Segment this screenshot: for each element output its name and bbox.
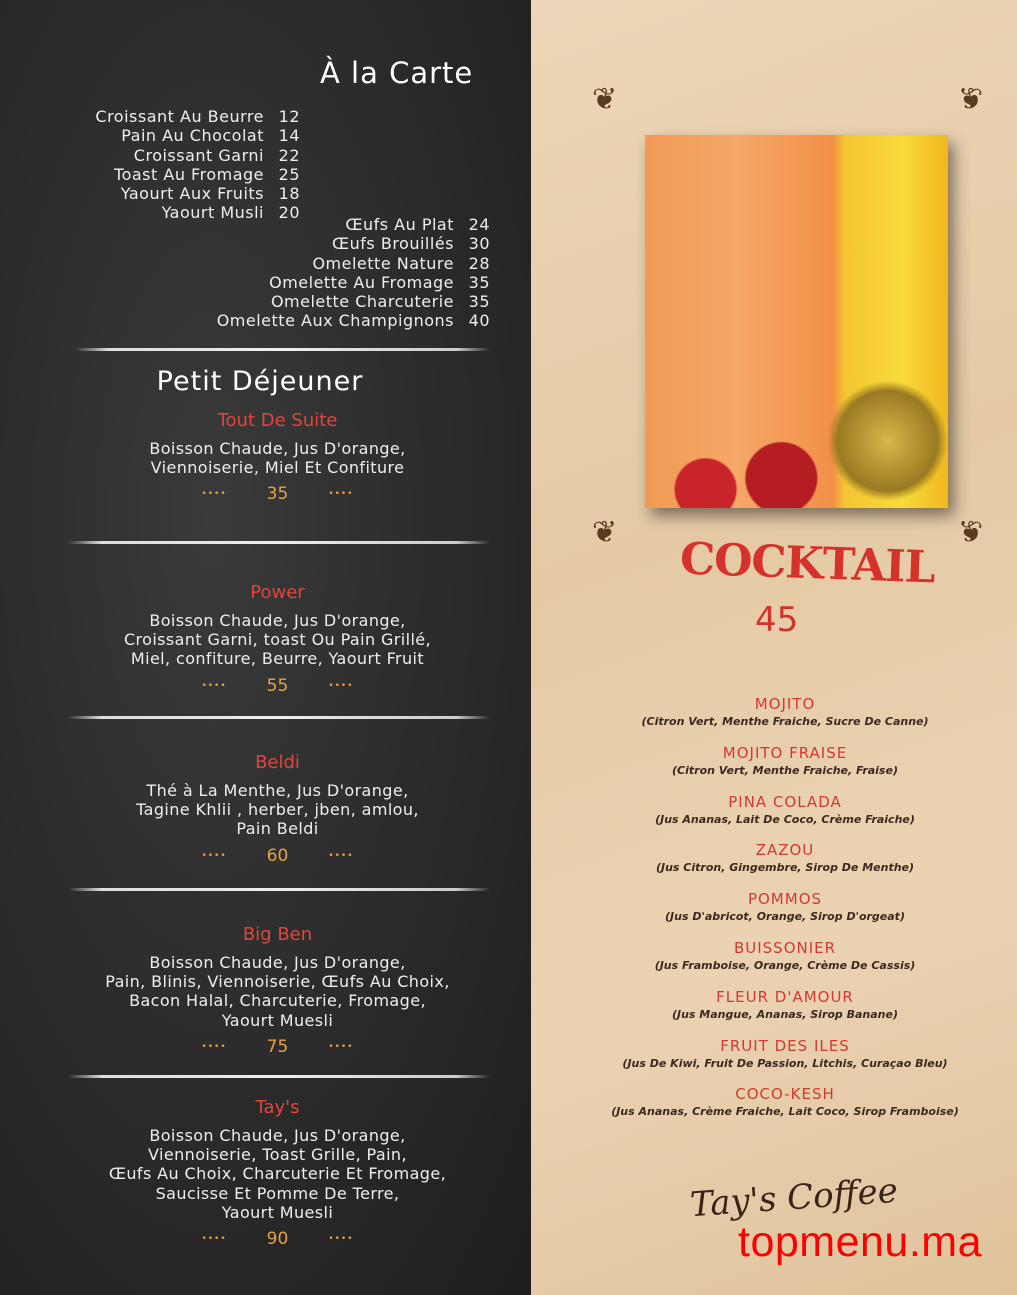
formula-section — [40, 410, 515, 504]
formula-name: Tout De Suite — [217, 410, 338, 431]
menu-item-name: Œufs Brouillés — [332, 234, 454, 254]
formula-price: 90 — [266, 1229, 289, 1250]
formula-description-line: Œufs Au Choix, Charcuterie Et Fromage, — [108, 1164, 447, 1184]
cocktail-ingredients: (Jus Ananas, Crème Fraiche, Lait Coco, Sirop Framboise) — [611, 1105, 959, 1119]
formula-description-line: Saucisse Et Pomme De Terre, — [155, 1183, 400, 1203]
cocktail-name: FLEUR D'AMOUR — [716, 987, 854, 1006]
ornament-icon: ❦ — [958, 515, 984, 550]
cocktail-ingredients: (Jus De Kiwi, Fruit De Passion, Litchis, Curaçao Bleu) — [622, 1056, 948, 1070]
formula-name: Beldi — [255, 752, 300, 773]
formula-description-line: Bacon Halal, Charcuterie, Fromage, — [129, 991, 426, 1011]
dots-decoration: •••• — [201, 850, 227, 861]
menu-item-name: Toast Au Fromage — [114, 164, 264, 184]
brand-logo: Tay's Coffee — [688, 1170, 900, 1226]
formula-section — [40, 752, 515, 866]
cocktail-name: POMMOS — [747, 890, 823, 909]
cocktail-name: COCO-KESH — [735, 1085, 835, 1104]
dots-decoration: •••• — [328, 489, 354, 500]
formula-price-row — [40, 1229, 515, 1249]
cocktail-name: MOJITO FRAISE — [722, 743, 848, 762]
cocktail-name: MOJITO — [754, 695, 816, 713]
cocktail-item — [600, 939, 970, 972]
formula-description-line: Viennoiserie, Miel Et Confiture — [150, 458, 405, 478]
cocktail-ingredients: (Citron Vert, Menthe Fraiche, Fraise) — [672, 763, 898, 777]
formula-section — [40, 924, 515, 1057]
cocktail-ingredients: (Citron Vert, Menthe Fraiche, Sucre De Canne) — [641, 715, 929, 728]
cocktail-item — [600, 988, 970, 1021]
menu-item — [190, 234, 490, 253]
formula-name: Power — [250, 582, 305, 603]
formula-description-line: Miel, confiture, Beurre, Yaourt Fruit — [130, 649, 425, 669]
menu-item — [190, 254, 490, 273]
formula-price-row — [40, 484, 515, 504]
cocktail-item — [600, 793, 970, 826]
formula-section — [40, 1097, 515, 1249]
menu-item — [60, 126, 300, 145]
menu-item — [190, 292, 490, 311]
formula-description-line: Yaourt Muesli — [221, 1010, 334, 1030]
formula-description-line: Tagine Khlii , herber, jben, amlou, — [136, 800, 419, 820]
formula-description-line: Thé à La Menthe, Jus D'orange, — [146, 781, 409, 800]
formula-description-line: Viennoiserie, Toast Grille, Pain, — [148, 1145, 407, 1165]
menu-item-name: Croissant Garni — [133, 145, 264, 165]
menu-item-price: 24 — [468, 215, 490, 234]
menu-item — [190, 273, 490, 292]
petit-dejeuner-title: Petit Déjeuner — [156, 366, 364, 397]
cocktail-ingredients: (Jus Mangue, Ananas, Sirop Banane) — [671, 1007, 899, 1021]
menu-item-price: 14 — [278, 126, 300, 146]
dots-decoration: •••• — [201, 680, 227, 691]
dots-decoration: •••• — [328, 1041, 354, 1052]
ornament-icon: ❦ — [958, 82, 984, 117]
formula-description-line: Boisson Chaude, Jus D'orange, — [149, 1126, 406, 1145]
formula-price: 75 — [266, 1036, 289, 1057]
cocktail-item — [600, 890, 970, 923]
menu-item-name: Croissant Au Beurre — [95, 107, 264, 126]
menu-item-price: 40 — [468, 311, 490, 331]
formula-description-line: Boisson Chaude, Jus D'orange, — [149, 953, 406, 972]
formula-price-row — [40, 1037, 515, 1057]
dots-decoration: •••• — [201, 1234, 227, 1245]
menu-item-name: Omelette Nature — [312, 253, 454, 273]
formula-description-line: Yaourt Muesli — [221, 1202, 334, 1222]
menu-item-name: Omelette Au Fromage — [269, 272, 454, 292]
formula-section — [40, 582, 515, 696]
formula-price-row — [40, 676, 515, 696]
menu-item-price: 30 — [468, 234, 490, 254]
menu-item — [190, 215, 490, 234]
menu-item-price: 25 — [278, 164, 300, 184]
formula-description-line: Croissant Garni, toast Ou Pain Grillé, — [123, 630, 432, 650]
menu-item-price: 35 — [468, 292, 490, 312]
dots-decoration: •••• — [328, 850, 354, 861]
menu-item-price: 35 — [468, 272, 490, 292]
cocktail-photo — [645, 135, 948, 508]
menu-item-name: Omelette Aux Champignons — [216, 311, 454, 331]
menu-item-name: Yaourt Aux Fruits — [120, 184, 264, 204]
cocktail-name: PINA COLADA — [728, 792, 842, 811]
ornament-icon: ❦ — [592, 515, 618, 550]
divider — [68, 541, 490, 544]
cocktail-item — [600, 1037, 970, 1070]
cocktail-price: 45 — [755, 600, 799, 640]
formula-description-line: Pain, Blinis, Viennoiserie, Œufs Au Choix, — [105, 972, 450, 992]
formula-price: 60 — [266, 845, 289, 866]
watermark: topmenu.ma — [738, 1218, 983, 1266]
cocktail-name: ZAZOU — [755, 841, 815, 860]
a-la-carte-title: À la Carte — [320, 56, 474, 90]
divider — [68, 716, 490, 719]
formula-name: Tay's — [255, 1097, 300, 1118]
ornament-icon: ❦ — [592, 82, 618, 117]
menu-item — [60, 107, 300, 126]
formula-price-row — [40, 846, 515, 866]
dots-decoration: •••• — [328, 680, 354, 691]
dots-decoration: •••• — [201, 1041, 227, 1052]
menu-item-name: Omelette Charcuterie — [270, 292, 454, 312]
cocktail-title: COCKTAIL — [679, 533, 936, 594]
dots-decoration: •••• — [328, 1234, 354, 1245]
cocktail-item — [600, 695, 970, 728]
menu-item-name: Yaourt Musli — [161, 203, 264, 223]
menu-item — [60, 165, 300, 184]
formula-price: 55 — [266, 675, 289, 696]
menu-item — [60, 184, 300, 203]
menu-item-price: 18 — [278, 184, 300, 204]
cocktail-name: BUISSONIER — [733, 939, 837, 957]
cocktail-ingredients: (Jus Citron, Gingembre, Sirop De Menthe) — [655, 861, 915, 875]
menu-item-price: 12 — [278, 107, 300, 126]
divider — [75, 348, 490, 351]
formula-description-line: Boisson Chaude, Jus D'orange, — [149, 439, 406, 458]
cocktail-item — [600, 744, 970, 777]
menu-item — [60, 146, 300, 165]
menu-item-name: Œufs Au Plat — [345, 215, 454, 234]
dots-decoration: •••• — [201, 489, 227, 500]
formula-price: 35 — [266, 484, 289, 505]
menu-item-price: 28 — [468, 253, 490, 273]
divider — [68, 888, 490, 891]
formula-description-line: Pain Beldi — [236, 819, 319, 839]
divider — [68, 1075, 490, 1078]
cocktail-name: FRUIT DES ILES — [720, 1036, 850, 1055]
menu-item-price: 20 — [278, 203, 300, 223]
formula-name: Big Ben — [242, 924, 313, 945]
a-la-carte-list-pastries — [60, 107, 300, 223]
cocktail-item — [600, 841, 970, 874]
cocktail-ingredients: (Jus Ananas, Lait De Coco, Crème Fraiche) — [655, 812, 915, 826]
formula-description-line: Boisson Chaude, Jus D'orange, — [149, 611, 406, 630]
menu-item — [190, 311, 490, 330]
menu-item-name: Pain Au Chocolat — [121, 126, 264, 146]
menu-item-price: 22 — [278, 145, 300, 165]
cocktail-item — [600, 1085, 970, 1118]
cocktail-ingredients: (Jus D'abricot, Orange, Sirop D'orgeat) — [665, 910, 905, 924]
cocktail-ingredients: (Jus Framboise, Orange, Crème De Cassis) — [654, 959, 916, 972]
a-la-carte-list-eggs — [190, 215, 490, 331]
